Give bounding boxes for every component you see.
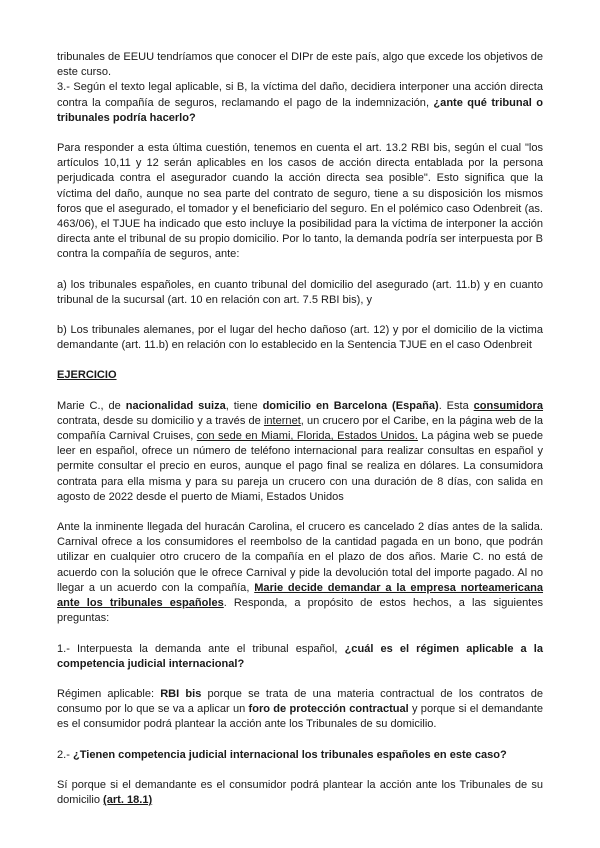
a1-forum: foro de protección contractual bbox=[248, 703, 409, 716]
ex1-internet: internet bbox=[263, 414, 301, 427]
a2-text: Sí porque si el demandante es el consumidor podrá plantear la acción ante los Tribunales de su domicilio bbox=[57, 778, 543, 806]
a1-t2: porque se trata de una materia contractual de los contratos de consumo por lo que se va a aplicar un bbox=[57, 687, 543, 716]
q1-text: 1.- Interpuesta la demanda ante el tribunal español, bbox=[57, 642, 345, 655]
ex2-lawsuit: Marie decide demandar a la empresa norteamericana ante los tribunales españoles bbox=[57, 581, 543, 610]
question-1 bbox=[57, 642, 543, 672]
exercise-paragraph-1 bbox=[57, 399, 543, 505]
ex2-t1: Ante la inminente llegada del huracán Carolina, el crucero es cancelado 2 días antes de la salida. Carnival ofrece a los consumidores el reembolso de la cantidad pagada en un bono, que podrán utilizar en cualquier otro crucero de la compañía en el plazo de dos años. Marie C. no está de acuerdo con la solución que le ofrece Carnival y pide la devolución total del importe pagado. Al no llegar a un acuerdo con la compañía, bbox=[57, 521, 543, 594]
ex1-seat: con sede en Miami, Florida, Estados Unidos. bbox=[196, 430, 418, 443]
intro-line: tribunales de EEUU tendríamos que conocer el DIPr de este país, algo que excede los objetivos de este curso. bbox=[57, 51, 543, 79]
q1-bold: ¿cuál es el régimen aplicable a la competencia judicial internacional? bbox=[57, 642, 543, 670]
ex1-t4: contrata, desde su domicilio y a través de bbox=[57, 414, 264, 427]
exercise-heading bbox=[57, 368, 543, 383]
a1-t1: Régimen aplicable: bbox=[57, 687, 161, 700]
list-item-b: b) Los tribunales alemanes, por el lugar del hecho dañoso (art. 12) y por el domicilio de la victima demandante (art. 11.b) en relación con lo establecido en la Sentencia TJUE en el caso Odenbreit bbox=[57, 324, 543, 352]
answer-paragraph: Para responder a esta última cuestión, tenemos en cuenta el art. 13.2 RBI bis, según el cual "los artículos 10,11 y 12 serán aplicables en los casos de acción directa entablada por la persona perjudicada contra el asegurador cuando la acción directa sea posible". Esto significa que la víctima del daño, aunque no sea parte del contrato de seguro, tiene a su disposición los mismos foros que el asegurado, el tomador y el beneficiario del seguro. En el polémico caso Odenbreit (as. 463/06), el TJUE ha indicado que esto incluye la posibilidad para la víctima de interponer la acción directa ante el tribunal de su propio domicilio. Por lo tanto, la demanda podría ser interpuesta por B contra la compañía de seguros, ante: bbox=[57, 142, 543, 261]
ex1-t2: , tiene bbox=[225, 399, 263, 412]
ex1-nationality: nacionalidad suiza bbox=[125, 399, 226, 412]
question-3-bold: ¿ante qué tribunal o tribunales podría hacerlo? bbox=[57, 96, 543, 124]
a1-regulation: RBI bis bbox=[160, 687, 202, 700]
q2-text: 2.- bbox=[57, 748, 73, 761]
answer-2 bbox=[57, 778, 543, 808]
q2-bold: ¿Tienen competencia judicial internacional los tribunales españoles en este caso? bbox=[72, 748, 507, 761]
question-3-text: 3.- Según el texto legal aplicable, si B, la víctima del daño, decidiera interponer una acción directa contra la compañía de seguros, reclamando el pago de la indemnización, bbox=[57, 81, 543, 109]
ex1-domicile: domicilio en Barcelona (España) bbox=[262, 399, 439, 412]
answer-1 bbox=[57, 687, 543, 733]
ex1-t1: Marie C., de bbox=[57, 399, 126, 412]
exercise-heading-text: EJERCICIO bbox=[57, 369, 117, 382]
ex1-t6: La página web se puede leer en español, ofrece un número de teléfono internacional para realizar consultas en español y permite consultar el precio en euros, aunque el pago final se realiza en dólares. La consumidora contrata para ella misma y para su pareja un crucero con una duración de 8 días, con salida en agosto de 2022 desde el puerto de Miami, Estados Unidos bbox=[57, 430, 543, 503]
document-page bbox=[57, 50, 543, 808]
exercise-paragraph-2 bbox=[57, 520, 543, 626]
ex1-t3: . Esta bbox=[438, 399, 474, 412]
a2-article: (art. 18.1) bbox=[103, 793, 153, 806]
a1-t3: y porque si el demandante es el consumidor podrá plantear la acción ante los Tribunales de su domicilio. bbox=[57, 703, 543, 731]
intro-paragraph bbox=[57, 50, 543, 126]
question-2 bbox=[57, 748, 543, 763]
ex1-consumer: consumidora bbox=[473, 399, 544, 412]
ex1-t5: , un crucero por el Caribe, en la página web de la compañía Carnival Cruises, bbox=[57, 414, 543, 443]
list-item-a: a) los tribunales españoles, en cuanto tribunal del domicilio del asegurado (art. 11.b) y en cuanto tribunal de la sucursal (art. 10 en relación con art. 7.5 RBI bis), y bbox=[57, 278, 543, 306]
ex2-t2: . Responda, a propósito de estos hechos, a las siguientes preguntas: bbox=[57, 597, 543, 625]
